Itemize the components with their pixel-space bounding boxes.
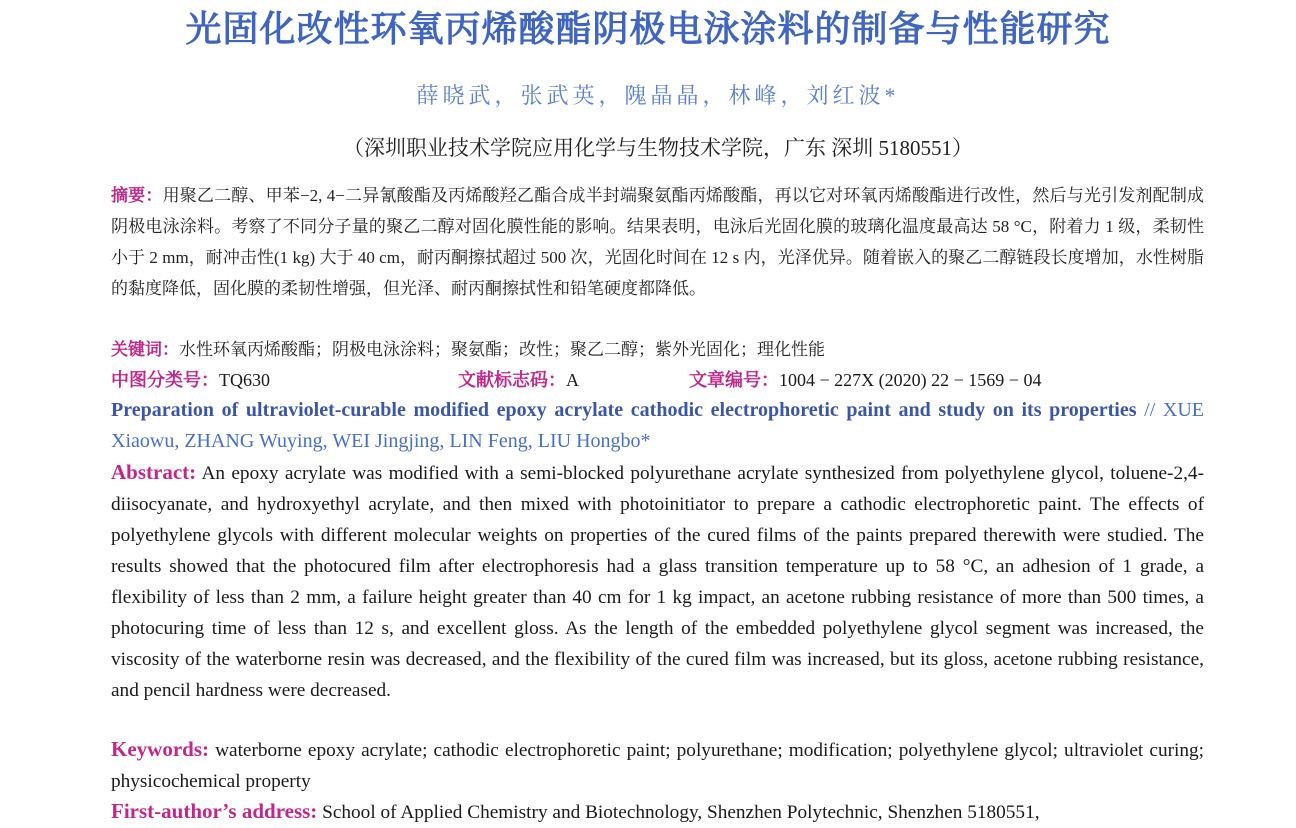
paper-title-zh: 光固化改性环氧丙烯酸酯阴极电泳涂料的制备与性能研究 — [185, 8, 1111, 50]
article-number-value: 1004 − 227X (2020) 22 − 1569 − 04 — [779, 370, 1042, 390]
keywords-en-text: waterborne epoxy acrylate; cathodic electrophoretic paint; polyurethane; modification; polyethylene glycol; ultraviolet curing; physicochemical property — [111, 740, 1204, 792]
article-number — [689, 365, 1041, 396]
article-number-label: 文章编号： — [689, 370, 779, 390]
document-code — [458, 365, 579, 396]
first-author-address — [111, 796, 1204, 828]
keywords-zh-label: 关键词： — [111, 340, 179, 359]
clc-number — [111, 365, 270, 396]
abstract-en-label: Abstract: — [111, 460, 197, 484]
address-label: First-author’s address: — [111, 799, 318, 823]
keywords-zh-text: 水性环氧丙烯酸酯；阴极电泳涂料；聚氨酯；改性；聚乙二醇；紫外光固化；理化性能 — [179, 340, 825, 359]
abstract-en-text: An epoxy acrylate was modified with a semi-blocked polyurethane acrylate synthesized from polyethylene glycol, toluene-2,4-diisocyanate, and hydroxyethyl acrylate, and then mixed with photoinitiator to prepare a cathodic electrophoretic paint. The effects of polyethylene glycols with different molecular weights on properties of the cured films of the paints prepared therewith were studied. The results showed that the photocured film after electrophoresis had a glass transition temperature up to 58 °C, an adhesion of 1 grade, a flexibility of less than 2 mm, a failure height greater than 40 cm for 1 kg impact, an acetone rubbing resistance of more than 500 times, a photocuring time of less than 12 s, and excellent gloss. As the length of the embedded polyethylene glycol segment was increased, the viscosity of the waterborne resin was decreased, and the flexibility of the cured film was increased, but its gloss, acetone rubbing resistance, and pencil hardness were decreased. — [111, 463, 1204, 701]
keywords-en — [111, 734, 1204, 797]
address-text: School of Applied Chemistry and Biotechnology, Shenzhen Polytechnic, Shenzhen 5180551, — [317, 802, 1040, 823]
document-code-value: A — [566, 370, 579, 390]
affiliation-zh: （深圳职业技术学院应用化学与生物技术学院，广东 深圳 5180551） — [343, 136, 973, 160]
abstract-zh-text: 用聚乙二醇、甲苯−2, 4−二异氰酸酯及丙烯酸羟乙酯合成半封端聚氨酯丙烯酸酯，再以它对环氧丙烯酸酯进行改性，然后与光引发剂配制成阴极电泳涂料。考察了不同分子量的聚乙二醇对固化膜性能的影响。结果表明，电泳后光固化膜的玻璃化温度最高达 58 °C，附着力 1 级，柔韧性小于 2 mm，耐冲击性(1 kg) 大于 40 cm，耐丙酮擦拭超过 500 次，光固化时间在 12 s 内，光泽优异。随着嵌入的聚乙二醇链段长度增加，水性树脂的黏度降低，固化膜的柔韧性增强，但光泽、耐丙酮擦拭性和铅笔硬度都降低。 — [111, 186, 1204, 298]
classification-row — [111, 365, 1204, 396]
author-list-zh: 薛晓武，张武英，隗晶晶，林峰，刘红波* — [416, 83, 900, 108]
document-code-label: 文献标志码： — [458, 370, 566, 390]
author-list-en: // XUE Xiaowu, ZHANG Wuying, WEI Jingjing, LIN Feng, LIU Hongbo* — [111, 399, 1205, 452]
keywords-zh — [111, 334, 1204, 365]
paper-title-en — [111, 395, 1204, 457]
clc-value: TQ630 — [219, 370, 270, 390]
abstract-zh-label: 摘要： — [111, 186, 163, 205]
title-en-text: Preparation of ultraviolet-curable modified epoxy acrylate cathodic electrophoretic paint and study on its properties — [111, 399, 1137, 421]
abstract-en — [111, 457, 1204, 706]
clc-label: 中图分类号： — [111, 370, 219, 390]
keywords-en-label: Keywords: — [111, 737, 209, 761]
abstract-zh — [111, 180, 1204, 304]
